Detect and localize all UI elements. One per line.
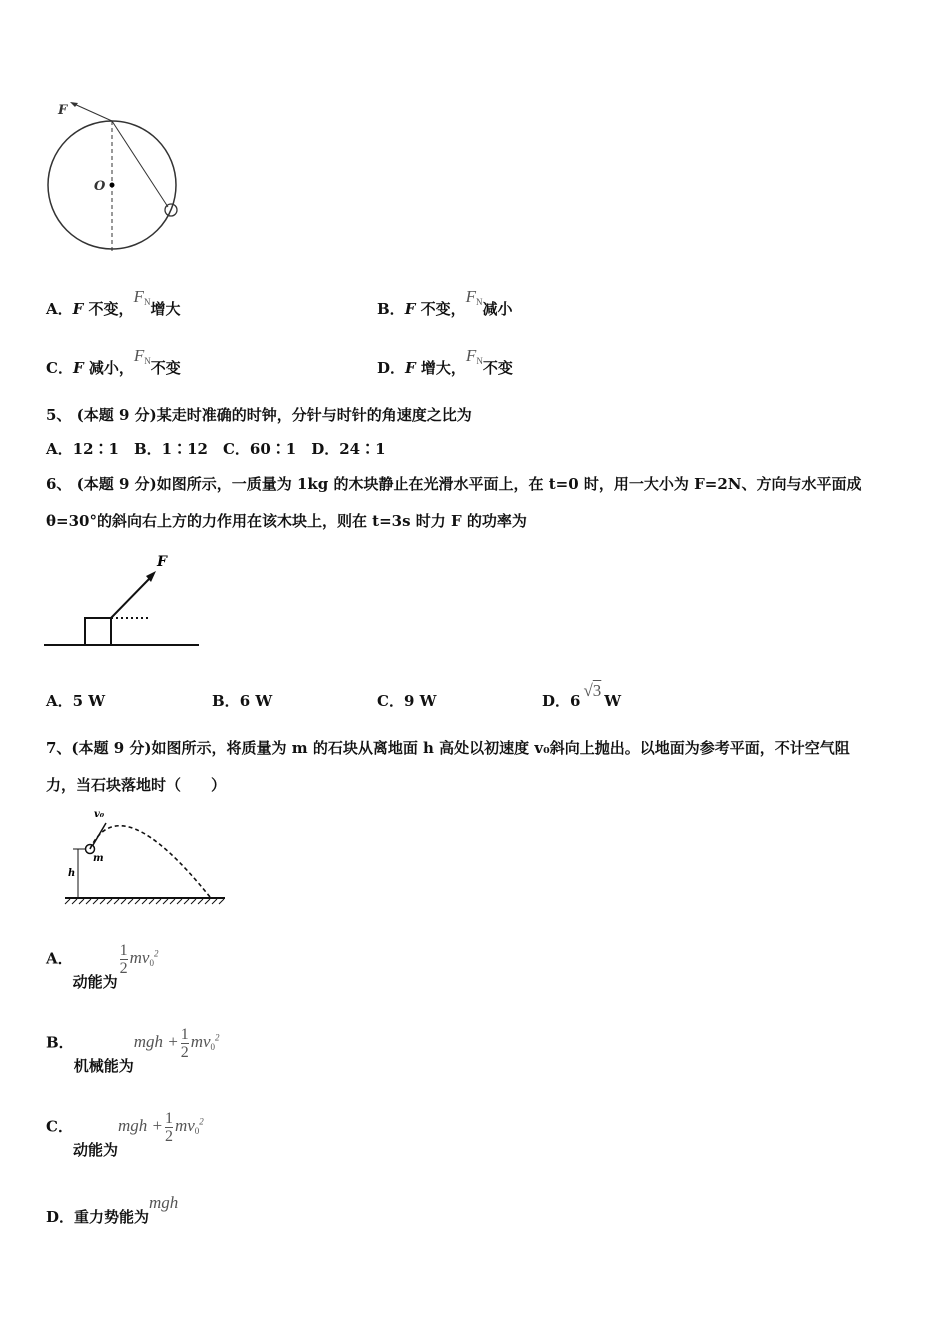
- option-label: C．: [46, 359, 73, 377]
- q6-stem-line1: 6、 (本题 9 分)如图所示，一质量为 1kg 的木块静止在光滑水平面上，在 t=0 时，用一大小为 F=2N、方向与水平面成: [46, 475, 862, 493]
- projectile-diagram: [60, 805, 230, 910]
- fn-formula: $F_N$: [465, 287, 483, 307]
- trajectory: [90, 826, 210, 897]
- q4-option-c[interactable]: [46, 346, 181, 378]
- fn-formula: $F_N$: [465, 346, 483, 366]
- center-dot: [110, 183, 115, 188]
- force-arrow: [72, 103, 112, 121]
- q6-option-c[interactable]: C．9 W: [377, 692, 437, 710]
- force-label: F: [58, 103, 68, 118]
- option-text: 减小: [482, 300, 513, 318]
- option-text: 不变，: [420, 300, 466, 318]
- mass-label: m: [93, 853, 104, 864]
- option-label: D．: [377, 359, 406, 377]
- option-var: F: [72, 300, 84, 318]
- q5-options[interactable]: A．12∶1 B．1∶12 C．60∶1 D．24∶1: [46, 440, 386, 458]
- q6-stem-line2: θ=30°的斜向右上方的力作用在该木块上，则在 t=3s 时力 F 的功率为: [46, 512, 527, 530]
- q7-option-b[interactable]: B．机械能为mgh + $\frac{1}{2}$ $mv_0^2$: [46, 1026, 220, 1076]
- q6-option-a[interactable]: A．5 W: [46, 692, 106, 710]
- q6-option-d[interactable]: D．6√3W: [542, 681, 622, 710]
- force-arrow: [111, 578, 150, 618]
- q4-option-d[interactable]: [377, 346, 513, 378]
- option-label: A．: [46, 300, 73, 318]
- option-text: 不变: [482, 359, 513, 377]
- option-label: B．: [377, 300, 405, 318]
- option-var: F: [404, 300, 416, 318]
- energy-formula: mgh: [149, 1193, 179, 1212]
- q7-option-c[interactable]: C．动能为mgh + $\frac{1}{2}$ $mv_0^2$: [46, 1110, 204, 1160]
- block: [85, 618, 111, 645]
- option-text: 不变: [150, 359, 181, 377]
- q5-stem: 5、 (本题 9 分)某走时准确的时钟，分针与时针的角速度之比为: [46, 406, 472, 424]
- q4-option-a[interactable]: [46, 287, 181, 319]
- option-var: F: [72, 359, 84, 377]
- center-label: O: [94, 179, 106, 194]
- block-force-diagram: [44, 550, 204, 650]
- energy-formula: $\frac{1}{2}$ $mv_0^2$: [119, 942, 159, 977]
- energy-formula: mgh + $\frac{1}{2}$ $mv_0^2$: [133, 1026, 220, 1061]
- force-label: F: [157, 554, 167, 570]
- height-label: h: [68, 868, 76, 879]
- circle-force-diagram: [40, 95, 190, 255]
- q4-option-b[interactable]: [377, 287, 513, 319]
- q6-option-b[interactable]: B．6 W: [212, 692, 273, 710]
- option-text: 不变，: [88, 300, 134, 318]
- velocity-label: v₀: [94, 809, 105, 820]
- velocity-arrow: [93, 823, 106, 845]
- q7-stem-line1: 7、(本题 9 分)如图所示，将质量为 m 的石块从离地面 h 高处以初速度 v₀斜向上抛出。以地面为参考平面，不计空气阻: [46, 739, 850, 757]
- option-text: 增大: [150, 300, 181, 318]
- option-text: 增大，: [420, 359, 466, 377]
- option-text: 减小，: [88, 359, 134, 377]
- fn-formula: $F_N$: [133, 346, 151, 366]
- energy-formula: mgh + $\frac{1}{2}$ $mv_0^2$: [117, 1110, 204, 1145]
- option-var: F: [405, 359, 416, 377]
- q7-stem-line2: 力，当石块落地时（ ）: [46, 776, 227, 794]
- q7-option-d[interactable]: D．重力势能为mgh: [46, 1193, 179, 1226]
- rope: [112, 121, 168, 207]
- q7-option-a[interactable]: A．动能为 $\frac{1}{2}$ $mv_0^2$: [46, 942, 159, 992]
- sqrt-formula: √3: [583, 681, 602, 700]
- fn-formula: $F_N$: [133, 287, 151, 307]
